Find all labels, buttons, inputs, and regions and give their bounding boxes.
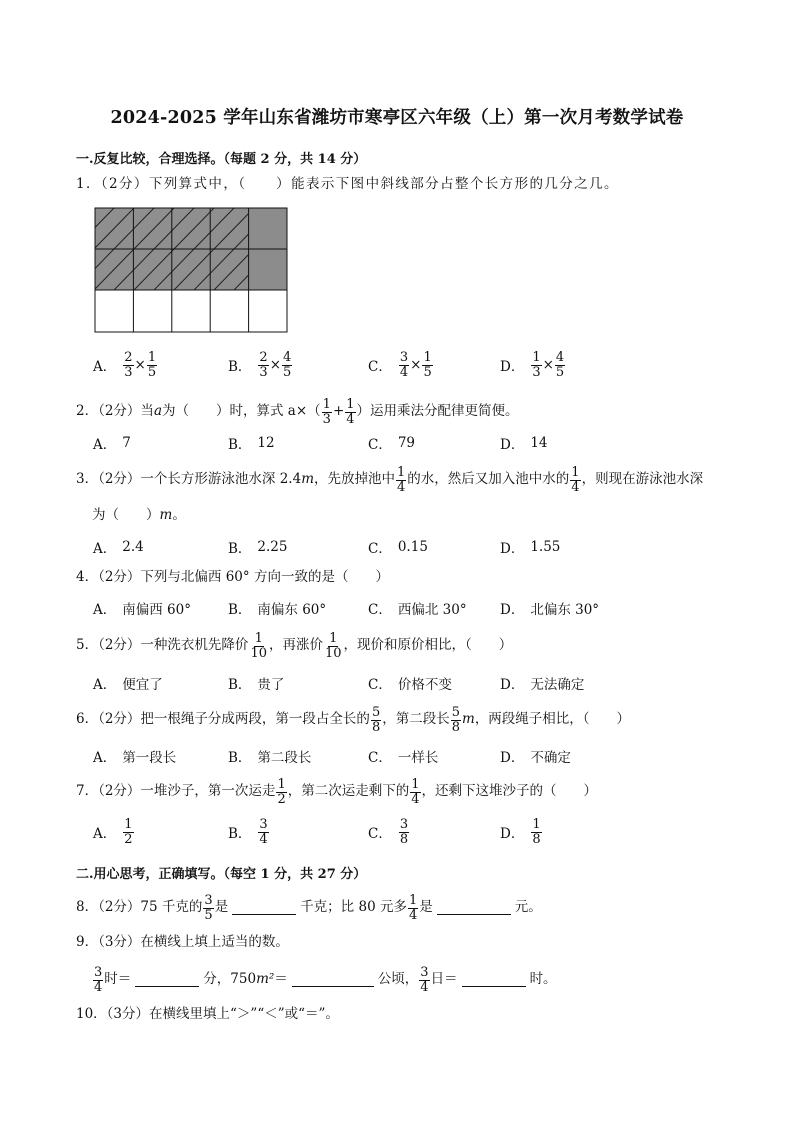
question-7-options	[0, 817, 794, 847]
option-a[interactable]: A． 第一段长	[93, 750, 177, 766]
question-2-options	[0, 428, 794, 458]
shaded-rectangle-figure	[94, 207, 288, 333]
option-c[interactable]: C． 一样长	[368, 750, 439, 766]
answer-blank[interactable]	[462, 974, 526, 987]
option-b[interactable]: B． 第二段长	[228, 750, 312, 766]
question-5-text: 5．（2分）一种洗衣机先降价 $\frac{1}{10}$ ，再涨价 $\frac{1}{10}$ ，现价和原价相比，（ ）	[76, 631, 513, 661]
question-3-options	[0, 532, 794, 562]
option-a[interactable]: A． 2.4	[93, 539, 144, 557]
option-d[interactable]: D． $\frac{1}{3}$ × $\frac{4}{5}$	[500, 349, 565, 380]
question-6-text: 6．（2分）把一根绳子分成两段，第一段占全长的 $\frac{5}{8}$ ，第二段长 $\frac{5}{8}$ m ，两段绳子相比，（ ）	[76, 705, 631, 735]
section-heading-1: 一.反复比较，合理选择。（每题 2 分，共 14 分）	[76, 152, 367, 167]
option-b[interactable]: B． $\frac{3}{4}$	[228, 816, 268, 847]
option-d[interactable]: D． 无法确定	[500, 677, 585, 693]
section-heading-2: 二.用心思考，正确填写。（每空 1 分，共 27 分）	[76, 867, 367, 882]
question-3-text: 3．（2分）一个长方形游泳池水深 2.4 m ，先放掉池中 $\frac{1}{4}$ 的水，然后又加入池中水的 $\frac{1}{4}$ ，则现在游泳池水深	[76, 465, 704, 495]
option-a[interactable]: A． 便宜了	[93, 677, 163, 693]
question-4-options	[0, 593, 794, 623]
question-3-line-2: 为（ ）m。	[92, 507, 186, 523]
question-7-text: 7．（2分）一堆沙子，第一次运走 $\frac{1}{2}$ ，第二次运走剩下的 $\frac{1}{4}$ ，还剩下这堆沙子的（ ）	[76, 777, 597, 807]
option-a[interactable]: A． 7	[93, 435, 131, 453]
question-4-text: 4．（2分）下列与北偏西 60° 方向一致的是（ ）	[76, 569, 389, 585]
option-d[interactable]: D． $\frac{1}{8}$	[500, 816, 541, 847]
option-b[interactable]: B． 贵了	[228, 677, 285, 693]
answer-blank[interactable]	[292, 974, 374, 987]
option-c[interactable]: C． 西偏北 30°	[368, 602, 467, 618]
question-9-text: 9．（3分）在横线上填上适当的数。	[76, 934, 289, 950]
option-d[interactable]: D． 北偏东 30°	[500, 602, 600, 618]
option-c[interactable]: C． 价格不变	[368, 677, 452, 693]
question-5-options	[0, 668, 794, 698]
option-b[interactable]: B． $\frac{2}{3}$ × $\frac{4}{5}$	[228, 349, 292, 380]
option-b[interactable]: B． 12	[228, 435, 275, 453]
option-d[interactable]: D． 不确定	[500, 750, 571, 766]
option-d[interactable]: D． 14	[500, 435, 548, 453]
option-a[interactable]: A． $\frac{2}{3}$ × $\frac{1}{5}$	[93, 349, 157, 380]
option-a[interactable]: A． 南偏西 60°	[93, 602, 191, 618]
page-title: 2024-2025 学年山东省潍坊市寒亭区六年级（上）第一次月考数学试卷	[110, 108, 684, 128]
question-6-options	[0, 741, 794, 771]
question-1-options	[0, 350, 794, 380]
answer-blank[interactable]	[232, 902, 296, 915]
option-a[interactable]: A． $\frac{1}{2}$	[93, 816, 133, 847]
option-c[interactable]: C． $\frac{3}{4}$ × $\frac{1}{5}$	[368, 349, 432, 380]
question-9-blanks: $\frac{3}{4}$ 时＝ 分，750 m² ＝ 公顷， $\frac{3}{4}$ 日＝ 时。	[94, 965, 557, 995]
option-c[interactable]: C． 0.15	[368, 539, 428, 557]
option-c[interactable]: C． $\frac{3}{8}$	[368, 816, 409, 847]
option-c[interactable]: C． 79	[368, 435, 416, 453]
question-1-text: 1．（2分）下列算式中，（ ）能表示下图中斜线部分占整个长方形的几分之几。	[76, 176, 619, 192]
answer-blank[interactable]	[437, 902, 511, 915]
answer-blank[interactable]	[135, 974, 199, 987]
option-d[interactable]: D． 1.55	[500, 539, 561, 557]
question-8-text: 8．（2分）75 千克的 $\frac{3}{5}$ 是 千克；比 80 元多 $\frac{1}{4}$ 是 元。	[76, 893, 542, 923]
option-b[interactable]: B． 南偏东 60°	[228, 602, 327, 618]
option-b[interactable]: B． 2.25	[228, 539, 288, 557]
question-2-text: 2．（2分）当 a 为（ ）时，算式 a×（ $\frac{1}{3}$ + $\frac{1}{4}$ ）运用乘法分配律更简便。	[76, 397, 519, 427]
question-10-text: 10．（3分）在横线里填上“＞”“＜”或“＝”。	[76, 1006, 339, 1022]
